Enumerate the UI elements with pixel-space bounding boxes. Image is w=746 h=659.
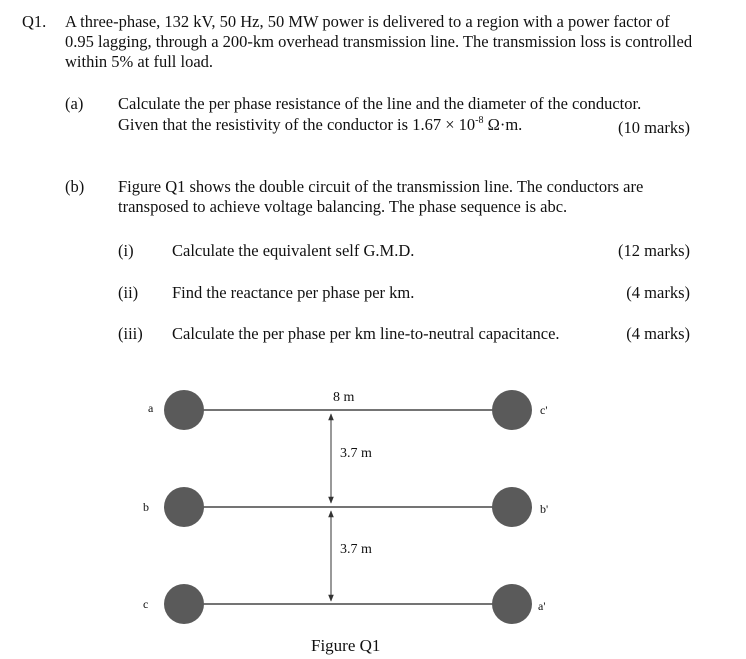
- label-a-prime: a': [538, 599, 546, 613]
- conductor-c-prime: [492, 390, 532, 430]
- label-vertical-spacing-2: 3.7 m: [340, 542, 372, 557]
- subpart-iii-label: (iii): [118, 324, 143, 343]
- subpart-i-marks: (12 marks): [618, 241, 690, 260]
- label-vertical-spacing-1: 3.7 m: [340, 446, 372, 461]
- subpart-ii-marks: (4 marks): [626, 283, 690, 302]
- subpart-ii-text: Find the reactance per phase per km.: [172, 283, 415, 302]
- conductor-a: [164, 390, 204, 430]
- part-a-exponent: -8: [475, 115, 484, 126]
- part-a-line2: [118, 115, 522, 135]
- label-b: b: [143, 500, 149, 514]
- label-horizontal-spacing: 8 m: [333, 390, 355, 405]
- subpart-iii-text: Calculate the per phase per km line-to-neutral capacitance.: [172, 324, 560, 343]
- part-a-line2-suffix: Ω·m.: [483, 115, 523, 134]
- conductor-b: [164, 487, 204, 527]
- subpart-ii-label: (ii): [118, 283, 139, 302]
- subpart-i-text: Calculate the equivalent self G.M.D.: [172, 241, 415, 260]
- label-c: c: [143, 597, 149, 611]
- part-b-text: Figure Q1 shows the double circuit of the transmission line. The conductors are transposed to achieve voltage balancing. The phase sequence is abc.: [118, 177, 644, 216]
- conductor-b-prime: [492, 487, 532, 527]
- question-number: Q1.: [22, 12, 47, 31]
- subpart-iii-marks: (4 marks): [626, 324, 690, 343]
- conductor-a-prime: [492, 584, 532, 624]
- part-a-line1: Calculate the per phase resistance of the line and the diameter of the conductor.: [118, 94, 642, 113]
- label-a: a: [148, 401, 154, 415]
- subpart-i-label: (i): [118, 241, 134, 260]
- part-a-marks: (10 marks): [618, 118, 690, 137]
- part-a-line2-prefix: Given that the resistivity of the conductor is 1.67 × 10: [118, 115, 476, 134]
- part-a-label: (a): [65, 94, 84, 113]
- figure-caption: Figure Q1: [311, 636, 381, 655]
- label-c-prime: c': [540, 403, 548, 417]
- label-b-prime: b': [540, 502, 549, 516]
- conductor-c: [164, 584, 204, 624]
- part-b-label: (b): [65, 177, 85, 196]
- question-intro: A three-phase, 132 kV, 50 Hz, 50 MW power is delivered to a region with a power factor of 0.95 lagging, through a 200-km overhead transmission line. The transmission loss is controlled within 5% at full load.: [65, 12, 693, 71]
- figure-q1-diagram: [0, 370, 746, 659]
